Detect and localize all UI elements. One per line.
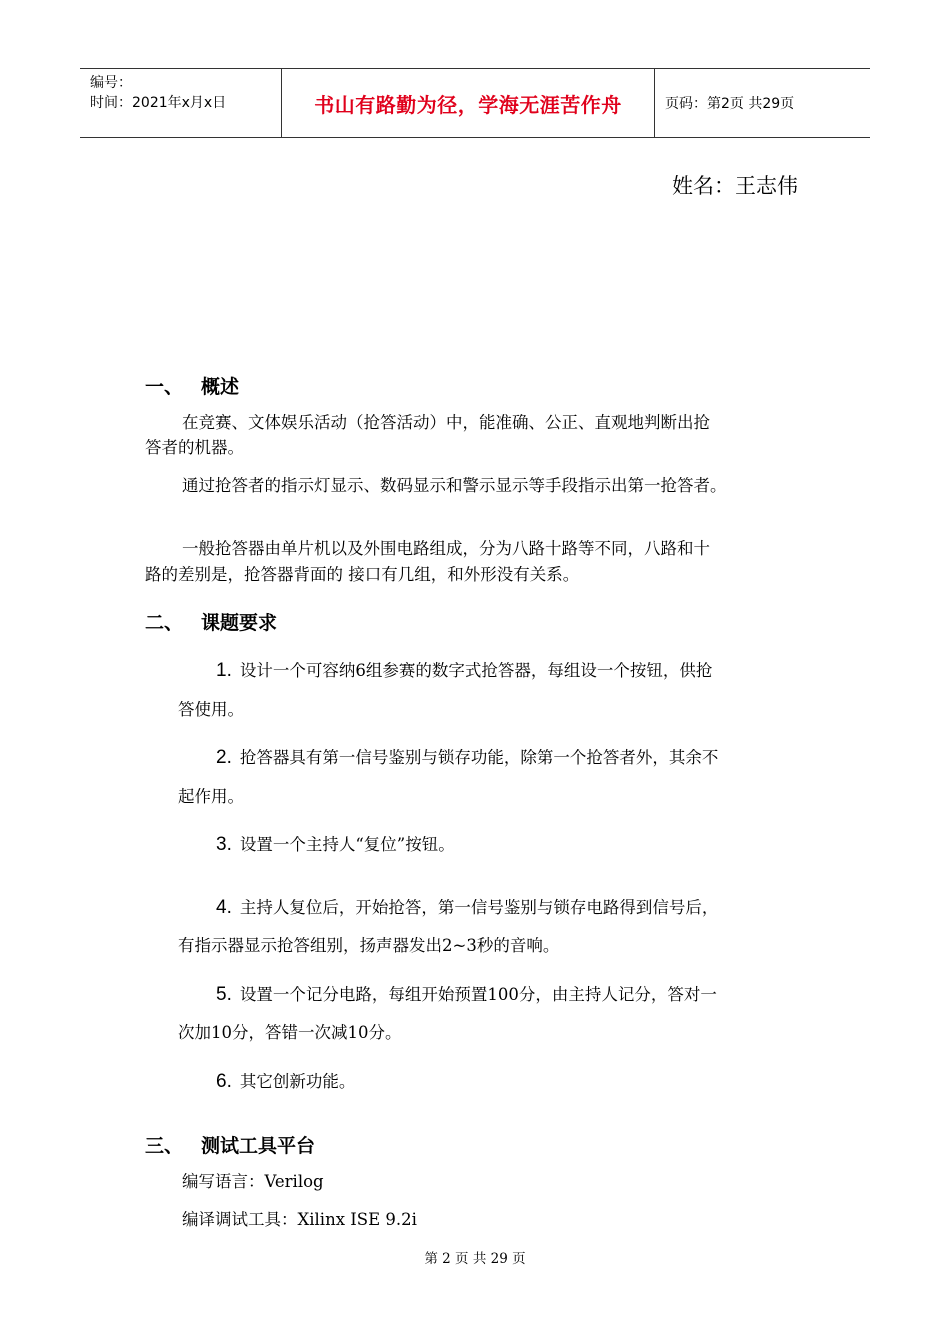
- requirement-item: [216, 657, 712, 682]
- section-title: 概述: [201, 376, 240, 398]
- header-motto-cell: [281, 69, 655, 137]
- section-heading-test-platform: [145, 1131, 315, 1158]
- compile-debug-tool: 编译调试工具：Xilinx ISE 9.2i: [182, 1210, 417, 1229]
- section-number: 一、: [145, 376, 184, 398]
- item-number: 5.: [216, 984, 232, 1005]
- header-motto: 书山有路勤为径，学海无涯苦作舟: [314, 92, 622, 117]
- requirement-item: [216, 894, 718, 919]
- programming-language: 编写语言：Verilog: [182, 1172, 324, 1191]
- author-name: 姓名：王志伟: [672, 174, 798, 198]
- section-title: 课题要求: [201, 612, 278, 634]
- paragraph-line: 一般抢答器由单片机以及外围电路组成，分为八路十路等不同，八路和十: [182, 539, 710, 558]
- item-text: 设置一个主持人“复位”按钮。: [239, 835, 455, 854]
- paragraph-line: 路的差别是，抢答器背面的 接口有几组，和外形没有关系。: [145, 565, 580, 584]
- paragraph-line: 在竞赛、文体娱乐活动（抢答活动）中，能准确、公正、直观地判断出抢: [182, 413, 710, 432]
- paragraph-line: 答者的机器。: [145, 438, 244, 457]
- item-text-continued: 答使用。: [178, 700, 244, 719]
- item-text: 其它创新功能。: [239, 1072, 356, 1091]
- page-footer: 第 2 页 共 29 页: [424, 1251, 526, 1267]
- requirement-item: [216, 831, 455, 856]
- section-heading-requirements: [145, 608, 277, 635]
- requirement-item: [216, 744, 718, 769]
- item-number: 3.: [216, 834, 232, 855]
- item-number: 4.: [216, 897, 232, 918]
- item-text: 设置一个记分电路，每组开始预置100分，由主持人记分，答对一: [239, 985, 717, 1004]
- paragraph-line: 通过抢答者的指示灯显示、数码显示和警示显示等手段指示出第一抢答者。: [182, 476, 727, 495]
- section-heading-overview: [145, 372, 239, 399]
- item-text: 设计一个可容纳6组参赛的数字式抢答器，每组设一个按钮，供抢: [239, 661, 713, 680]
- item-number: 1.: [216, 660, 232, 681]
- item-text: 主持人复位后，开始抢答，第一信号鉴别与锁存电路得到信号后，: [239, 898, 719, 917]
- page-header: [80, 68, 870, 138]
- item-number: 2.: [216, 747, 232, 768]
- requirement-item: [216, 1068, 355, 1093]
- section-number: 三、: [145, 1135, 184, 1157]
- section-number: 二、: [145, 612, 184, 634]
- section-title: 测试工具平台: [201, 1135, 316, 1157]
- item-text-continued: 次加10分，答错一次减10分。: [178, 1023, 402, 1042]
- document-date: 时间：2021年x月x日: [90, 95, 227, 111]
- item-text-continued: 起作用。: [178, 787, 244, 806]
- item-number: 6.: [216, 1071, 232, 1092]
- header-meta: [80, 69, 281, 137]
- document-number-label: 编号：: [90, 75, 132, 91]
- item-text: 抢答器具有第一信号鉴别与锁存功能，除第一个抢答者外，其余不: [239, 748, 719, 767]
- header-page-number: 页码：第2页 共29页: [665, 96, 795, 112]
- requirement-item: [216, 981, 717, 1006]
- item-text-continued: 有指示器显示抢答组别，扬声器发出2~3秒的音响。: [178, 936, 560, 955]
